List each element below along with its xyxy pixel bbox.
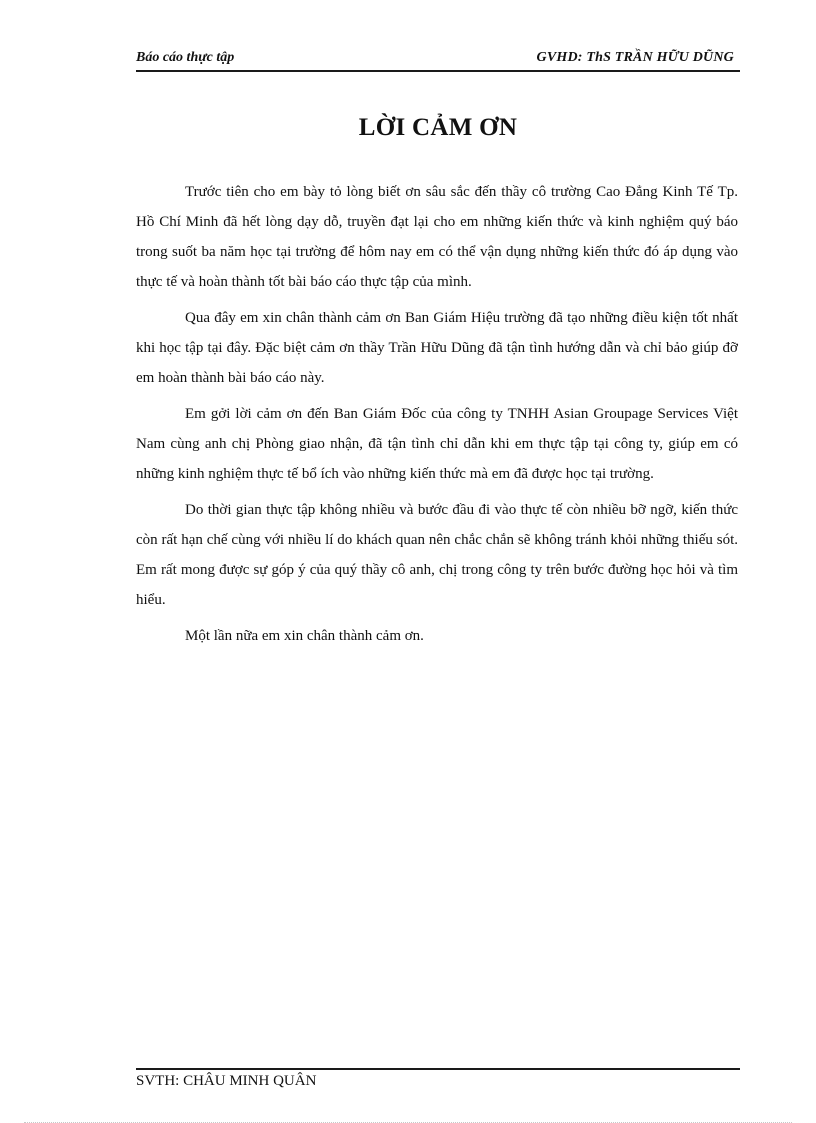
page-header [136, 50, 740, 72]
acknowledgement-body [136, 177, 738, 657]
header-advisor-label: GVHD: ThS TRẦN HỮU DŨNG [536, 50, 734, 65]
paragraph: Do thời gian thực tập không nhiều và bước đầu đi vào thực tế còn nhiều bỡ ngỡ, kiến thức còn rất hạn chế cùng với nhiều lí do khách quan nên chắc chắn sẽ không tránh khỏi những thiếu sót. Em rất mong được sự góp ý của quý thầy cô anh, chị trong công ty trên bước đường học hỏi và tìm hiểu. [136, 502, 738, 608]
paragraph: Một lần nữa em xin chân thành cảm ơn. [185, 628, 424, 644]
page-title: LỜI CẢM ƠN [358, 114, 518, 141]
paragraph: Trước tiên cho em bày tỏ lòng biết ơn sâu sắc đến thầy cô trường Cao Đẳng Kinh Tế Tp. Hồ Chí Minh đã hết lòng dạy dỗ, truyền đạt lại cho em những kiến thức và kinh nghiệm quý báo trong suốt ba năm học tại trường để hôm nay em có thể vận dụng những kiến thức đó áp dụng vào thực tế và hoàn thành tốt bài báo cáo thực tập của mình. [136, 184, 738, 290]
page-footer [136, 1068, 740, 1090]
footer-student-label: SVTH: CHÂU MINH QUÂN [136, 1073, 317, 1089]
header-report-label: Báo cáo thực tập [136, 50, 235, 65]
paragraph: Qua đây em xin chân thành cảm ơn Ban Giám Hiệu trường đã tạo những điều kiện tốt nhất khi học tập tại đây. Đặc biệt cảm ơn thầy Trần Hữu Dũng đã tận tình hướng dẫn và chỉ bảo giúp đỡ em hoàn thành bài báo cáo này. [136, 310, 738, 386]
paragraph: Em gởi lời cảm ơn đến Ban Giám Đốc của công ty TNHH Asian Groupage Services Việt Nam cùng anh chị Phòng giao nhận, đã tận tình chỉ dẫn khi em thực tập tại công ty, giúp em có những kinh nghiệm thực tế bổ ích vào những kiến thức mà em đã được học tại trường. [136, 406, 738, 482]
